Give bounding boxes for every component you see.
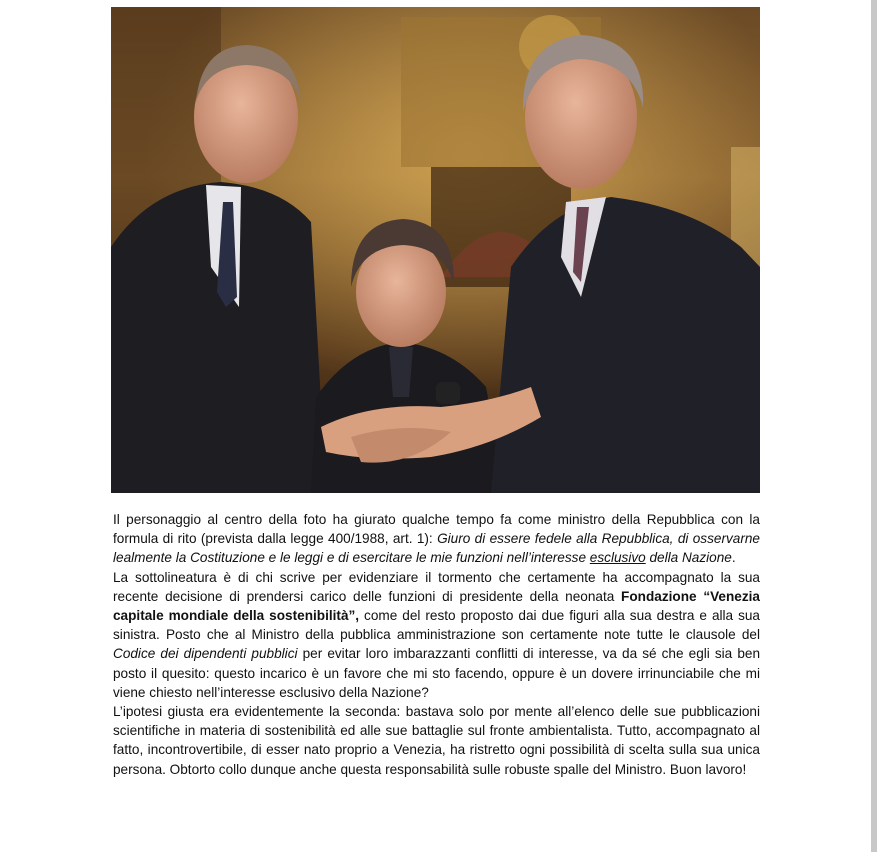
oath-underlined-word: esclusivo (589, 550, 646, 566)
paragraph-conclusion: L’ipotesi giusta era evidentemente la seconda: bastava solo por mente all’elenco delle sue pubblicazioni scientifiche in materia di sostenibilità ed alle sue battaglie sul fronte ambientalista. Tutto, accompagnato al fatto, incontrovertibile, di esser nato proprio a Venezia, ha ristretto ogni possibilità di scelta sulla sua unica persona. Obtorto collo dunque anche questa responsabilità sulle robuste spalle del Ministro. Buon lavoro! (113, 704, 760, 777)
paragraph-foundation (113, 568, 760, 702)
oath-end: della Nazione (645, 550, 732, 566)
paragraph-text: La sottolineatura è di chi scrive per evidenziare il tormento che certamente ha accompagnato la sua recente decisione di prendersi carico delle funzioni di presidente della neonata (113, 569, 760, 604)
foundation-name: Fondazione “Venezia capitale mondiale della sostenibilità”, (113, 588, 760, 624)
page-edge-scrollbar (871, 0, 877, 852)
article-photo (111, 7, 760, 493)
article-body (113, 510, 760, 779)
oath-part: Giuro di essere fedele alla Repubblica, di osservarne lealmente la Costituzione e le leggi e di esercitare le mie funzioni nell’interesse (113, 531, 760, 566)
photograph-three-men-handshake (111, 7, 760, 493)
code-title: Codice dei dipendenti pubblici (113, 646, 298, 662)
oath-period: . (731, 550, 736, 566)
paragraph-oath (113, 510, 760, 568)
paragraph-text: Il personaggio al centro della foto ha giurato qualche tempo fa come ministro della Repubblica con la formula di rito (prevista dalla legge 400/1988, art. 1): (113, 512, 760, 547)
paragraph-text: come del resto proposto dai due figuri alla sua destra e alla sua sinistra. Posto che al Ministro della pubblica amministrazione son certamente note tutte le clausole del (113, 608, 760, 643)
paragraph-text: per evitar loro imbarazzanti conflitti di interesse, va da sé che egli sia ben posto il quesito: questo incarico è un favore che mi sto facendo, oppure è un dovere irrinunciabile che mi viene chiesto nell’interesse esclusivo della Nazione? (113, 646, 760, 700)
